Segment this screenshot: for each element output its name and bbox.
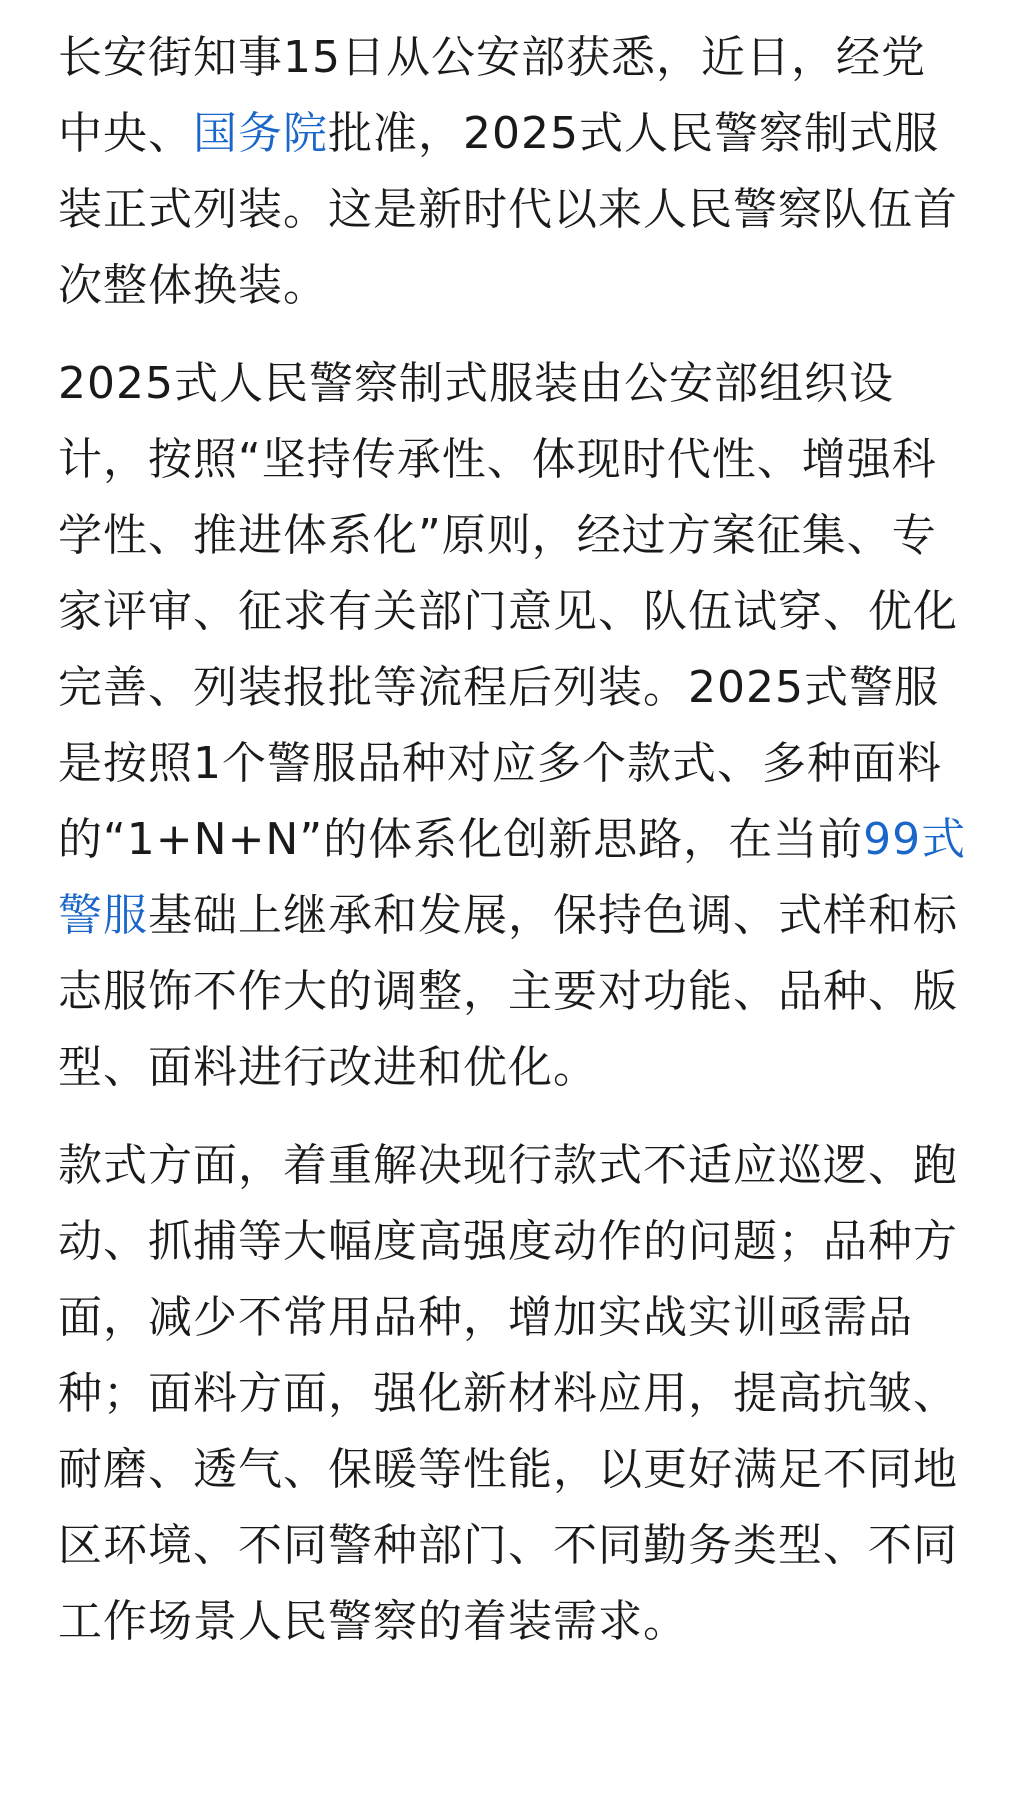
paragraph-3 <box>58 1128 968 1660</box>
text-segment: 批准，2025式人民警察制式服装正式列装。这是新时代以来人民警察队伍首次整体换装。 <box>58 108 958 311</box>
link-state-council[interactable]: 国务院 <box>193 108 328 159</box>
text-segment: 基础上继承和发展，保持色调、式样和标志服饰不作大的调整，主要对功能、品种、版型、面料进行改进和优化。 <box>58 890 958 1093</box>
text-segment: 款式方面，着重解决现行款式不适应巡逻、跑动、抓捕等大幅度高强度动作的问题；品种方面，减少不常用品种，增加实战实训亟需品种；面料方面，强化新材料应用，提高抗皱、耐磨、透气、保暖等性能，以更好满足不同地区环境、不同警种部门、不同勤务类型、不同工作场景人民警察的着装需求。 <box>58 1140 958 1647</box>
text-segment: 2025式人民警察制式服装由公安部组织设计，按照“坚持传承性、体现时代性、增强科学性、推进体系化”原则，经过方案征集、专家评审、征求有关部门意见、队伍试穿、优化完善、列装报批等流程后列装。2025式警服是按照1个警服品种对应多个款式、多种面料的“1+N+N”的体系化创新思路，在当前 <box>58 358 958 865</box>
article-body <box>58 20 968 1660</box>
paragraph-2 <box>58 346 968 1106</box>
paragraph-1 <box>58 20 968 324</box>
text-segment: 长安街知事15日从公安部获悉，近日，经党中央、 <box>58 32 926 159</box>
link-99-police-uniform[interactable]: 99式警服 <box>58 814 967 941</box>
